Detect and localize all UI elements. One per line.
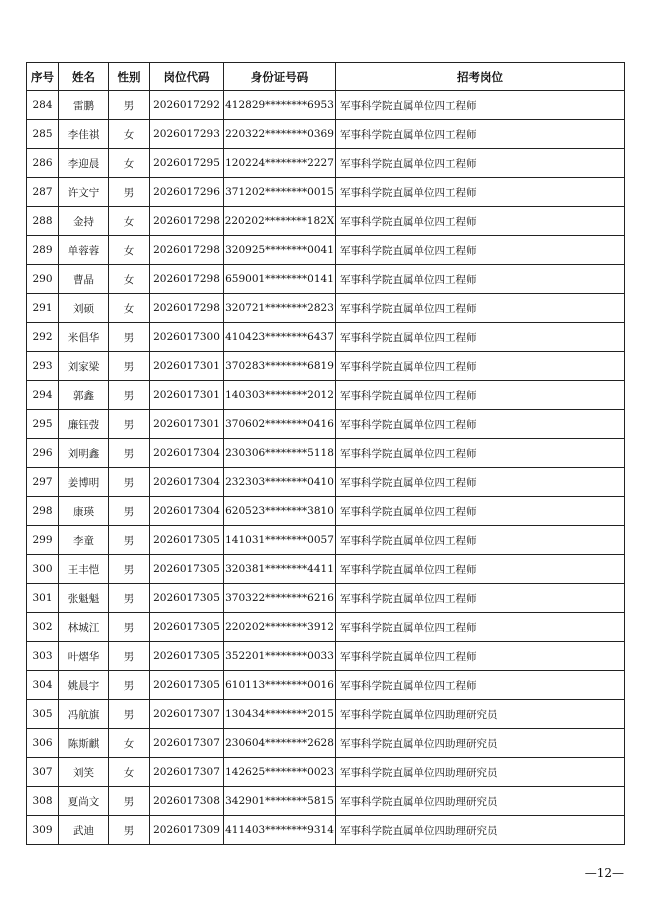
table-row [27, 642, 625, 671]
cell-post-code: 2026017301 [150, 352, 224, 381]
cell-id-number: 411403********9314 [224, 816, 336, 845]
cell-post: 军事科学院直属单位四工程师 [336, 642, 625, 671]
cell-name: 李佳祺 [59, 120, 109, 149]
candidate-table [26, 62, 625, 845]
cell-id-number: 352201********0033 [224, 642, 336, 671]
cell-serial: 290 [27, 265, 59, 294]
cell-post: 军事科学院直属单位四工程师 [336, 613, 625, 642]
table-row [27, 207, 625, 236]
table-row [27, 178, 625, 207]
cell-id-number: 142625********0023 [224, 758, 336, 787]
cell-name: 金持 [59, 207, 109, 236]
cell-gender: 女 [109, 236, 150, 265]
cell-gender: 男 [109, 671, 150, 700]
table-row [27, 584, 625, 613]
cell-name: 姚晨宇 [59, 671, 109, 700]
cell-post-code: 2026017307 [150, 758, 224, 787]
cell-serial: 301 [27, 584, 59, 613]
cell-serial: 292 [27, 323, 59, 352]
cell-post-code: 2026017295 [150, 149, 224, 178]
cell-post: 军事科学院直属单位四工程师 [336, 178, 625, 207]
cell-id-number: 370283********6819 [224, 352, 336, 381]
cell-gender: 男 [109, 787, 150, 816]
cell-post: 军事科学院直属单位四工程师 [336, 265, 625, 294]
cell-post: 军事科学院直属单位四工程师 [336, 555, 625, 584]
cell-gender: 男 [109, 526, 150, 555]
cell-name: 张魁魁 [59, 584, 109, 613]
cell-id-number: 120224********2227 [224, 149, 336, 178]
cell-serial: 303 [27, 642, 59, 671]
cell-serial: 298 [27, 497, 59, 526]
cell-post: 军事科学院直属单位四工程师 [336, 323, 625, 352]
table-row [27, 120, 625, 149]
cell-id-number: 141031********0057 [224, 526, 336, 555]
cell-gender: 男 [109, 439, 150, 468]
cell-id-number: 320381********4411 [224, 555, 336, 584]
cell-post-code: 2026017305 [150, 584, 224, 613]
table-row [27, 439, 625, 468]
cell-post-code: 2026017292 [150, 91, 224, 120]
cell-id-number: 320721********2823 [224, 294, 336, 323]
cell-gender: 男 [109, 642, 150, 671]
cell-id-number: 371202********0015 [224, 178, 336, 207]
cell-serial: 308 [27, 787, 59, 816]
cell-post-code: 2026017308 [150, 787, 224, 816]
cell-post-code: 2026017300 [150, 323, 224, 352]
header-name: 姓名 [59, 63, 109, 91]
cell-post-code: 2026017305 [150, 671, 224, 700]
table-row [27, 236, 625, 265]
cell-serial: 309 [27, 816, 59, 845]
cell-post-code: 2026017305 [150, 613, 224, 642]
table-row [27, 758, 625, 787]
cell-serial: 286 [27, 149, 59, 178]
cell-post: 军事科学院直属单位四工程师 [336, 584, 625, 613]
cell-id-number: 370602********0416 [224, 410, 336, 439]
cell-post-code: 2026017304 [150, 468, 224, 497]
cell-name: 叶熠华 [59, 642, 109, 671]
cell-serial: 291 [27, 294, 59, 323]
cell-gender: 女 [109, 758, 150, 787]
cell-post-code: 2026017298 [150, 207, 224, 236]
cell-name: 林城江 [59, 613, 109, 642]
cell-gender: 男 [109, 700, 150, 729]
cell-name: 刘家梁 [59, 352, 109, 381]
cell-id-number: 610113********0016 [224, 671, 336, 700]
table-row [27, 729, 625, 758]
cell-serial: 304 [27, 671, 59, 700]
cell-id-number: 342901********5815 [224, 787, 336, 816]
cell-serial: 285 [27, 120, 59, 149]
cell-name: 王丰恺 [59, 555, 109, 584]
cell-post: 军事科学院直属单位四助理研究员 [336, 729, 625, 758]
cell-serial: 287 [27, 178, 59, 207]
cell-gender: 男 [109, 352, 150, 381]
cell-id-number: 232303********0410 [224, 468, 336, 497]
cell-gender: 男 [109, 816, 150, 845]
cell-post-code: 2026017307 [150, 700, 224, 729]
cell-post: 军事科学院直属单位四工程师 [336, 294, 625, 323]
table-row [27, 294, 625, 323]
cell-post-code: 2026017309 [150, 816, 224, 845]
cell-name: 刘明鑫 [59, 439, 109, 468]
table-row [27, 91, 625, 120]
cell-serial: 284 [27, 91, 59, 120]
cell-post: 军事科学院直属单位四工程师 [336, 381, 625, 410]
cell-gender: 女 [109, 207, 150, 236]
cell-serial: 305 [27, 700, 59, 729]
cell-gender: 男 [109, 468, 150, 497]
cell-id-number: 410423********6437 [224, 323, 336, 352]
cell-id-number: 659001********0141 [224, 265, 336, 294]
cell-gender: 女 [109, 294, 150, 323]
table-row [27, 381, 625, 410]
cell-name: 陈斯麒 [59, 729, 109, 758]
cell-name: 米倡华 [59, 323, 109, 352]
cell-id-number: 220202********3912 [224, 613, 336, 642]
cell-post-code: 2026017304 [150, 497, 224, 526]
table-row [27, 323, 625, 352]
cell-name: 武迪 [59, 816, 109, 845]
table-row [27, 613, 625, 642]
table-row [27, 265, 625, 294]
cell-name: 郭鑫 [59, 381, 109, 410]
cell-gender: 女 [109, 729, 150, 758]
cell-gender: 男 [109, 497, 150, 526]
table-row [27, 555, 625, 584]
cell-id-number: 140303********2012 [224, 381, 336, 410]
cell-id-number: 230604********2628 [224, 729, 336, 758]
cell-gender: 男 [109, 178, 150, 207]
cell-post: 军事科学院直属单位四助理研究员 [336, 700, 625, 729]
cell-post: 军事科学院直属单位四助理研究员 [336, 758, 625, 787]
cell-gender: 男 [109, 323, 150, 352]
cell-post-code: 2026017305 [150, 526, 224, 555]
cell-post: 军事科学院直属单位四工程师 [336, 671, 625, 700]
cell-post: 军事科学院直属单位四工程师 [336, 497, 625, 526]
table-row [27, 671, 625, 700]
cell-post-code: 2026017298 [150, 236, 224, 265]
cell-post: 军事科学院直属单位四助理研究员 [336, 816, 625, 845]
table-row [27, 149, 625, 178]
cell-post: 军事科学院直属单位四工程师 [336, 439, 625, 468]
cell-name: 李迎晨 [59, 149, 109, 178]
cell-serial: 297 [27, 468, 59, 497]
cell-name: 康瑛 [59, 497, 109, 526]
cell-post: 军事科学院直属单位四工程师 [336, 120, 625, 149]
cell-post: 军事科学院直属单位四工程师 [336, 526, 625, 555]
cell-serial: 300 [27, 555, 59, 584]
header-gender: 性别 [109, 63, 150, 91]
cell-gender: 女 [109, 149, 150, 178]
cell-name: 曹晶 [59, 265, 109, 294]
cell-post-code: 2026017301 [150, 410, 224, 439]
table-row [27, 816, 625, 845]
cell-name: 冯航旗 [59, 700, 109, 729]
cell-serial: 294 [27, 381, 59, 410]
cell-gender: 男 [109, 613, 150, 642]
cell-name: 刘硕 [59, 294, 109, 323]
cell-serial: 307 [27, 758, 59, 787]
cell-gender: 男 [109, 381, 150, 410]
cell-gender: 男 [109, 410, 150, 439]
cell-id-number: 320925********0041 [224, 236, 336, 265]
cell-id-number: 220322********0369 [224, 120, 336, 149]
cell-serial: 296 [27, 439, 59, 468]
cell-post-code: 2026017298 [150, 265, 224, 294]
cell-gender: 男 [109, 91, 150, 120]
cell-post: 军事科学院直属单位四工程师 [336, 236, 625, 265]
cell-post: 军事科学院直属单位四工程师 [336, 91, 625, 120]
cell-post: 军事科学院直属单位四工程师 [336, 149, 625, 178]
table-row [27, 410, 625, 439]
cell-post-code: 2026017305 [150, 642, 224, 671]
cell-post: 军事科学院直属单位四工程师 [336, 468, 625, 497]
cell-gender: 男 [109, 584, 150, 613]
cell-post-code: 2026017298 [150, 294, 224, 323]
cell-id-number: 412829********6953 [224, 91, 336, 120]
cell-id-number: 370322********6216 [224, 584, 336, 613]
cell-serial: 293 [27, 352, 59, 381]
cell-name: 姜博明 [59, 468, 109, 497]
cell-name: 廉钰弢 [59, 410, 109, 439]
cell-gender: 男 [109, 555, 150, 584]
cell-id-number: 130434********2015 [224, 700, 336, 729]
table-row [27, 352, 625, 381]
header-id-number: 身份证号码 [224, 63, 336, 91]
cell-gender: 女 [109, 120, 150, 149]
cell-post-code: 2026017293 [150, 120, 224, 149]
cell-post: 军事科学院直属单位四工程师 [336, 352, 625, 381]
cell-serial: 306 [27, 729, 59, 758]
cell-name: 单蓉蓉 [59, 236, 109, 265]
cell-post-code: 2026017305 [150, 555, 224, 584]
table-row [27, 497, 625, 526]
cell-gender: 女 [109, 265, 150, 294]
cell-name: 李童 [59, 526, 109, 555]
cell-name: 许文宁 [59, 178, 109, 207]
page-number: —12— [584, 866, 624, 880]
header-serial: 序号 [27, 63, 59, 91]
cell-post-code: 2026017307 [150, 729, 224, 758]
cell-id-number: 620523********3810 [224, 497, 336, 526]
cell-serial: 302 [27, 613, 59, 642]
cell-serial: 289 [27, 236, 59, 265]
cell-name: 刘笑 [59, 758, 109, 787]
cell-post-code: 2026017296 [150, 178, 224, 207]
cell-id-number: 220202********182X [224, 207, 336, 236]
table-row [27, 787, 625, 816]
table-header [27, 63, 625, 91]
cell-post: 军事科学院直属单位四工程师 [336, 410, 625, 439]
cell-name: 夏尚文 [59, 787, 109, 816]
cell-serial: 299 [27, 526, 59, 555]
header-post: 招考岗位 [336, 63, 625, 91]
cell-serial: 288 [27, 207, 59, 236]
header-post-code: 岗位代码 [150, 63, 224, 91]
table-row [27, 700, 625, 729]
cell-id-number: 230306********5118 [224, 439, 336, 468]
cell-post-code: 2026017301 [150, 381, 224, 410]
cell-name: 雷鹏 [59, 91, 109, 120]
cell-post: 军事科学院直属单位四工程师 [336, 207, 625, 236]
table-row [27, 468, 625, 497]
cell-post: 军事科学院直属单位四助理研究员 [336, 787, 625, 816]
header-row [27, 63, 625, 91]
table-body [27, 91, 625, 845]
cell-post-code: 2026017304 [150, 439, 224, 468]
cell-serial: 295 [27, 410, 59, 439]
table-row [27, 526, 625, 555]
